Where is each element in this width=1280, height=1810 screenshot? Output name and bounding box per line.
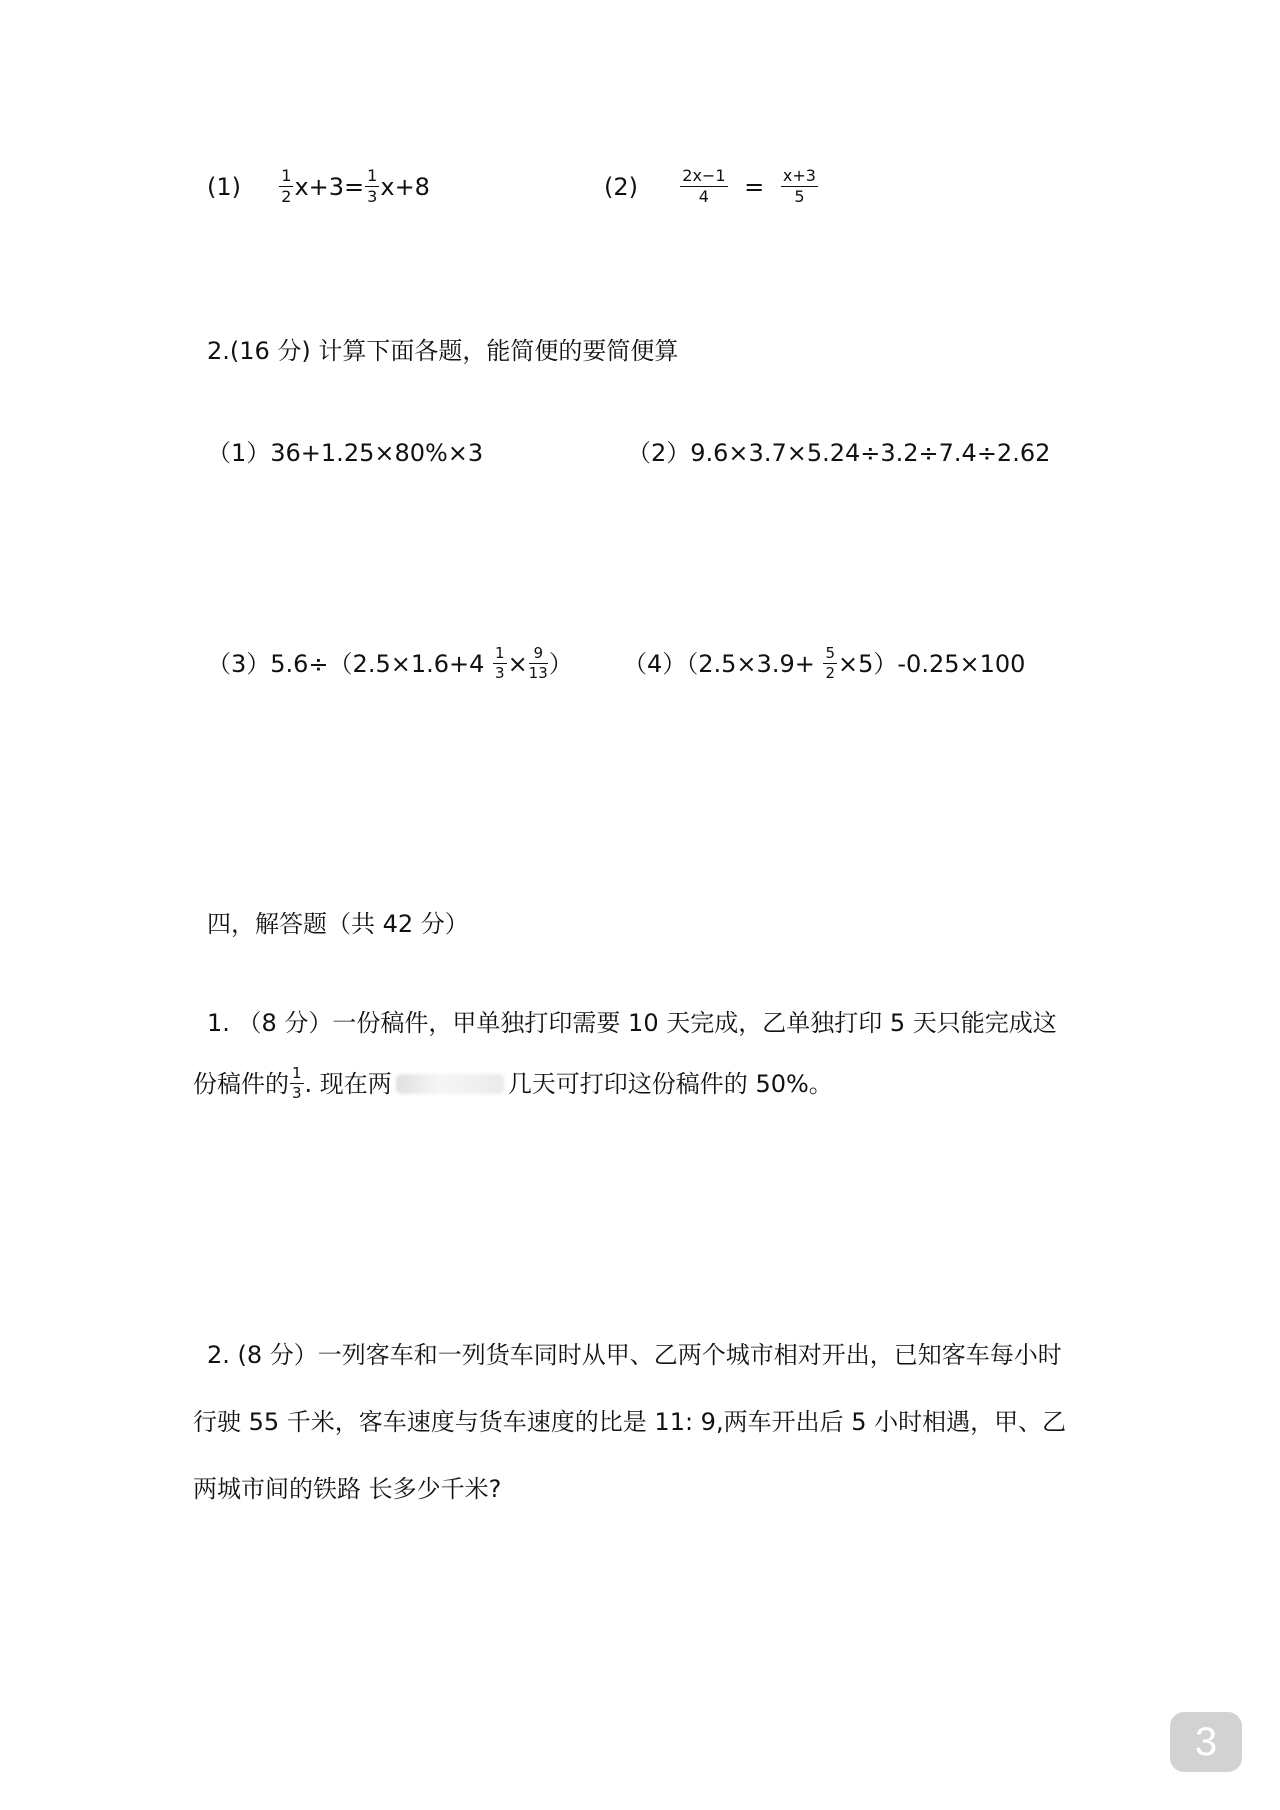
question-1-line-1: 1. （8 分）一份稿件，甲单独打印需要 10 天完成，乙单独打印 5 天只能完成这 — [207, 1009, 1057, 1037]
problem-3-fraction-1: $\frac{1}{3}$ — [495, 644, 505, 682]
equation-2-equals: = — [744, 172, 765, 201]
equation-1-middle: x+3= — [294, 172, 365, 201]
equation-2-fraction-b: $\frac{x+3}{5}$ — [782, 166, 816, 206]
equation-1-tail: x+8 — [380, 172, 430, 201]
page-number: 3 — [1194, 1719, 1218, 1764]
problem-3: （3）5.6÷（2.5×1.6+4 $\frac{1}{3}$ × $\frac{9}{13}$ ） — [207, 644, 573, 682]
section-2-title: 2.(16 分) 计算下面各题，能简便的要简便算 — [207, 337, 679, 365]
question-1-fraction: $\frac{1}{3}$ — [292, 1064, 302, 1102]
section-4-heading: 四，解答题（共 42 分） — [207, 910, 469, 938]
equation-2-label: (2) — [604, 172, 638, 201]
equation-1-fraction-a: $\frac{1}{2}$ — [281, 166, 292, 206]
question-1-line-2: 份稿件的 $\frac{1}{3}$ . 现在两 几天可打印这份稿件的 50%。 — [193, 1064, 833, 1102]
problem-2: （2）9.6×3.7×5.24÷3.2÷7.4÷2.62 — [627, 439, 1051, 467]
page-number-badge — [1170, 1712, 1242, 1772]
problem-4: （4）（2.5×3.9+ $\frac{5}{2}$ ×5）-0.25×100 — [623, 644, 1026, 682]
question-2-line-3: 两城市间的铁路 长多少千米? — [193, 1475, 502, 1503]
obscured-text-patch — [396, 1074, 504, 1094]
equation-1-fraction-b: $\frac{1}{3}$ — [367, 166, 378, 206]
question-2-line-1: 2. (8 分）一列客车和一列货车同时从甲、乙两个城市相对开出，已知客车每小时 — [207, 1341, 1062, 1369]
problem-1: （1）36+1.25×80%×3 — [207, 439, 484, 467]
problem-4-fraction: $\frac{5}{2}$ — [825, 644, 836, 682]
equation-2-fraction-a: $\frac{2x-1}{4}$ — [682, 166, 726, 206]
equation-1 — [207, 168, 430, 206]
problem-3-fraction-2: $\frac{9}{13}$ — [528, 644, 548, 682]
question-2-line-2: 行驶 55 千米，客车速度与货车速度的比是 11: 9,两车开出后 5 小时相遇，甲、乙 — [193, 1408, 1067, 1436]
equation-1-label: (1) — [207, 172, 241, 201]
equation-2 — [604, 168, 819, 206]
